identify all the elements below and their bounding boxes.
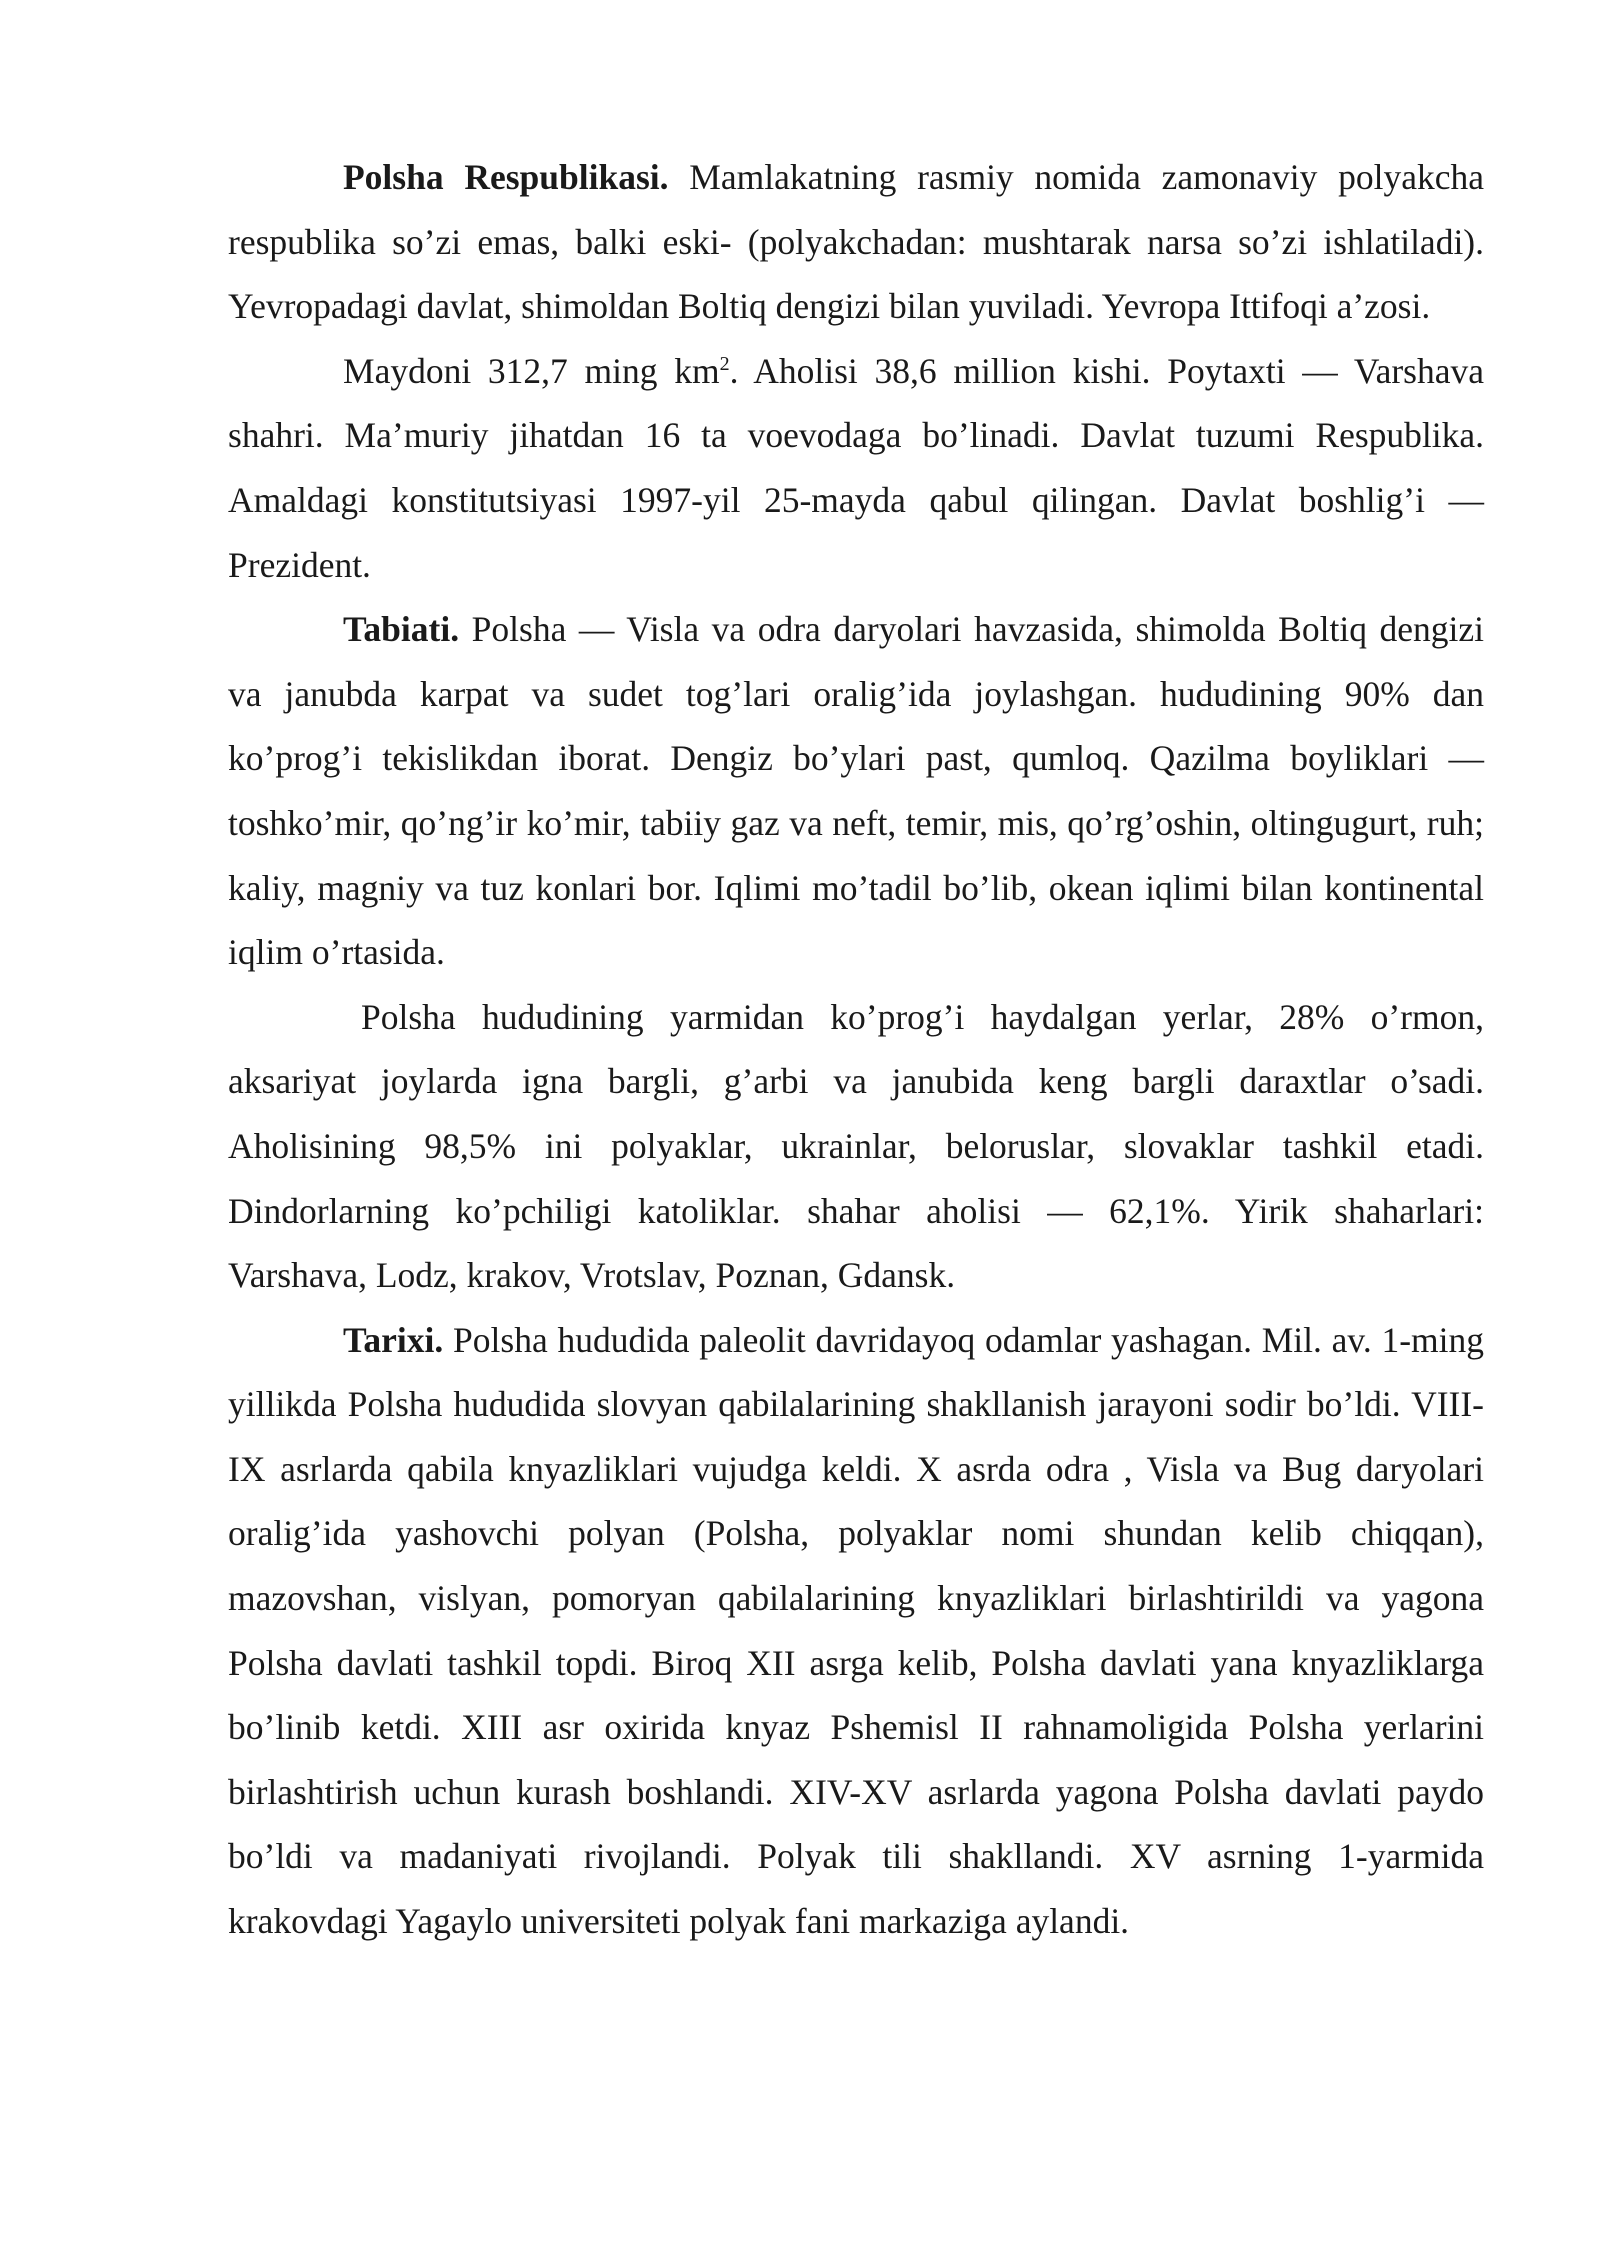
paragraph-nature <box>228 597 1484 985</box>
heading-polsha-respublikasi: Polsha Respublikasi. <box>343 157 669 197</box>
paragraph-area-text-start: Maydoni 312,7 ming km <box>343 350 720 391</box>
document-page <box>228 145 1484 1954</box>
paragraph-area-text-end: . Aholisi 38,6 million kishi. Poytaxti — Varshava shahri. Ma’muriy jihatdan 16 ta voevodaga bo’linadi. Davlat tuzumi Respublika. Amaldagi konstitutsiyasi 1997-yil 25-mayda qabul qilingan. Davlat boshlig’i — Prezident. <box>228 350 1485 585</box>
paragraph-land-population-text: Polsha hududining yarmidan ko’prog’i haydalgan yerlar, 28% o’rmon, aksariyat joylarda igna bargli, g’arbi va janubida keng bargli daraxtlar o’sadi. Aholisining 98,5% ini polyaklar, ukrainlar, beloruslar, slovaklar tashkil etadi. Dindorlarning ko’pchiligi katoliklar. shahar aholisi — 62,1%. Yirik shaharlari: Varshava, Lodz, krakov, Vrotslav, Poznan, Gdansk. <box>228 996 1484 1296</box>
paragraph-history-text: Polsha hududida paleolit davridayoq odamlar yashagan. Mil. av. 1-ming yillikda Polsha hududida slovyan qabilalarining shakllanish jarayoni sodir bo’ldi. VIII-IX asrlarda qabila knyazliklari vujudga keldi. X asrda odra , Visla va Bug daryolari oralig’ida yashovchi polyan (Polsha, polyaklar nomi shundan kelib chiqqan), mazovshan, vislyan, pomoryan qabilalarining knyazliklari birlashtirildi va yagona Polsha davlati tashkil topdi. Biroq XII asrga kelib, Polsha davlati yana knyazliklarga bo’linib ketdi. XIII asr oxirida knyaz Pshemisl II rahnamoligida Polsha yerlarini birlashtirish uchun kurash boshlandi. XIV-XV asrlarda yagona Polsha davlati paydo bo’ldi va madaniyati rivojlandi. Polyak tili shakllandi. XV asrning 1-yarmida krakovdagi Yagaylo universiteti polyak fani markaziga aylandi. <box>228 1319 1484 1942</box>
paragraph-intro-text: Mamlakatning rasmiy nomida zamonaviy polyakcha respublika so’zi emas, balki eski- (polyakchadan: mushtarak narsa so’zi ishlatiladi). Yevropadagi davlat, shimoldan Boltiq dengizi bilan yuviladi. Yevropa Ittifoqi a’zosi. <box>228 157 1484 327</box>
paragraph-land-population <box>228 985 1484 1308</box>
heading-tabiati: Tabiati. <box>343 609 460 650</box>
paragraph-nature-text: Polsha — Visla va odra daryolari havzasida, shimolda Boltiq dengizi va janubda karpat va sudet tog’lari oralig’ida joylashgan. hududining 90% dan ko’prog’i tekislikdan iborat. Dengiz bo’ylari past, qumloq. Qazilma boyliklari — toshko’mir, qo’ng’ir ko’mir, tabiiy gaz va neft, temir, mis, qo’rg’oshin, oltingugurt, ruh; kaliy, magniy va tuz konlari bor. Iqlimi mo’tadil bo’lib, okean iqlimi bilan kontinental iqlim o’rtasida. <box>228 609 1484 973</box>
heading-tarixi: Tarixi. <box>343 1319 444 1360</box>
paragraph-history <box>228 1308 1484 1954</box>
paragraph-area <box>228 339 1484 597</box>
paragraph-intro <box>228 145 1484 339</box>
superscript-two: 2 <box>719 352 730 375</box>
